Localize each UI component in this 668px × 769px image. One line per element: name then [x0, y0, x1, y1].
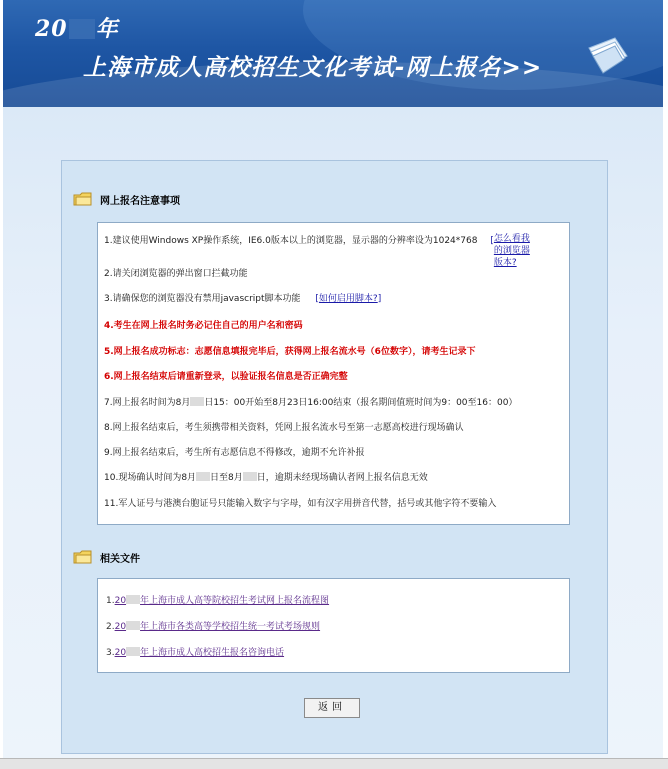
- redacted-year: [126, 647, 140, 656]
- redacted-year-digits: [69, 19, 95, 39]
- enable-script-link[interactable]: 如何启用脚本?: [318, 294, 378, 304]
- notice-item-10: 10.现场确认时间为8月 日至8月 日，逾期未经现场确认者网上报名信息无效: [104, 473, 428, 483]
- notice-item-3: 3.请确保您的浏览器没有禁用javascript脚本功能 [如何启用脚本?]: [104, 294, 382, 304]
- document-item-3: 3.20 年上海市成人高校招生报名咨询电话: [106, 648, 285, 658]
- banner-year: 20 年: [35, 16, 119, 42]
- redacted-year: [126, 595, 140, 604]
- notices-heading: [73, 191, 180, 207]
- document-item-1: 1.20 年上海市成人高等院校招生考试网上报名流程图: [106, 596, 330, 606]
- redacted-year: [126, 621, 140, 630]
- document-link-2[interactable]: 20 年上海市各类高等学校招生统一考试考场规则: [114, 622, 321, 632]
- header-banner: [3, 0, 663, 107]
- notice-item-4: 4.考生在网上报名时务必记住自己的用户名和密码: [104, 321, 303, 331]
- return-button[interactable]: 返回: [304, 698, 360, 718]
- notices-title: 网上报名注意事项: [100, 195, 180, 207]
- documents-heading: [73, 549, 140, 565]
- folder-icon: [73, 549, 93, 565]
- notice-item-11: 11.军人证号与港澳台胞证号只能输入数字与字母，如有汉字用拼音代替，括号或其他字符不要输入: [104, 499, 497, 509]
- documents-title: 相关文件: [100, 553, 140, 565]
- redacted-date: [243, 472, 257, 481]
- document-item-2: 2.20 年上海市各类高等学校招生统一考试考场规则: [106, 622, 321, 632]
- browser-version-link[interactable]: 怎么看我的浏览器版本?: [493, 234, 530, 268]
- notice-item-2: 2.请关闭浏览器的弹出窗口拦截功能: [104, 269, 248, 279]
- notice-item-1: 1.建议使用Windows XP操作系统，IE6.0版本以上的浏览器，显示器的分辨率设为1024*768 [怎么看我的浏览器版本?: [104, 233, 534, 269]
- redacted-date: [196, 472, 210, 481]
- notice-item-9: 9.网上报名结束后，考生所有志愿信息不得修改，逾期不允许补报: [104, 448, 365, 458]
- book-icon: [585, 34, 629, 74]
- document-link-3[interactable]: 20 年上海市成人高校招生报名咨询电话: [114, 648, 285, 658]
- window-bottom-edge: [0, 758, 668, 769]
- notice-item-7: 7.网上报名时间为8月 日15：00开始至8月23日16:00结束（报名期间值班时间为9：00至16：00）: [104, 398, 518, 408]
- document-link-1[interactable]: 20 年上海市成人高等院校招生考试网上报名流程图: [114, 596, 330, 606]
- folder-icon: [73, 191, 93, 207]
- notice-item-6: 6.网上报名结束后请重新登录，以验证报名信息是否正确完整: [104, 372, 348, 382]
- redacted-date: [190, 397, 204, 406]
- banner-title: 上海市成人高校招生文化考试-网上报名>>: [83, 55, 543, 81]
- notice-item-8: 8.网上报名结束后，考生须携带相关资料，凭网上报名流水号至第一志愿高校进行现场确认: [104, 423, 464, 433]
- notice-item-5: 5.网上报名成功标志：志愿信息填报完毕后，获得网上报名流水号（6位数字），请考生记录下: [104, 347, 476, 357]
